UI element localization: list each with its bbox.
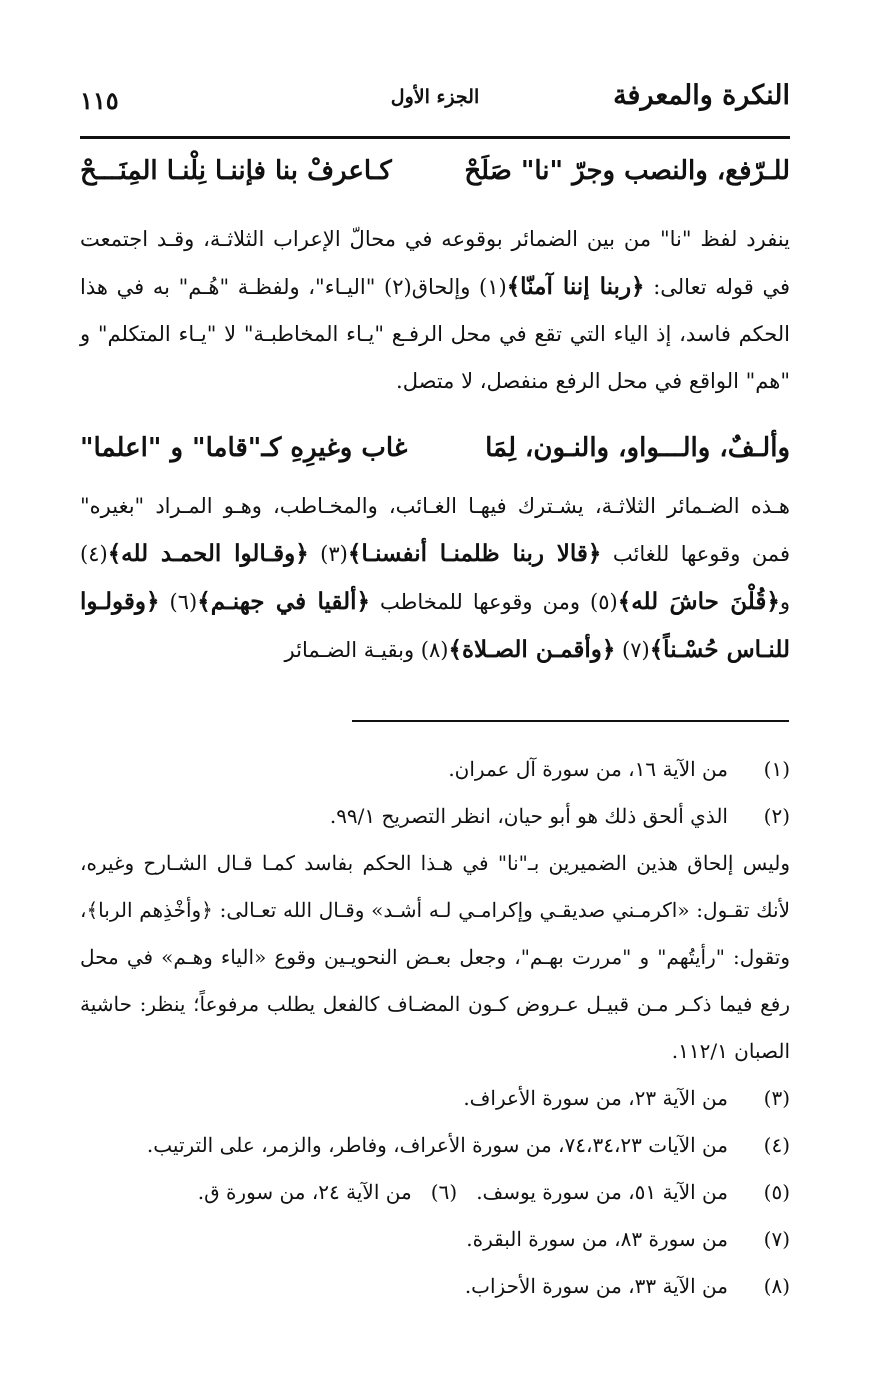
footnote-2 (80, 793, 790, 840)
verse-line-1 (80, 156, 790, 202)
quran-quote: ﴿وقولـوا للنـاس حُسْـناً﴾ (80, 588, 790, 663)
footnote-number: (٧) (763, 1227, 790, 1251)
footnote-8 (80, 1263, 790, 1310)
chapter-title: النكرة والمعرفة (613, 80, 790, 111)
footnote-text: من الآية ٢٣، من سورة الأعراف. (463, 1086, 728, 1110)
footnote-number: (٥) (763, 1180, 790, 1204)
para1-text: ينفرد لفظ "نا" من بين الضمائر بوقوعه في محالّ الإعراب الثلاثـة، وقـد اجتمعت في قوله تعالى: (80, 227, 790, 299)
footnote-text: من الآية ٥١، من سورة يوسف. (٦) من الآية ٢٤، من سورة ق. (197, 1180, 728, 1204)
para2-text: (٧) (615, 638, 650, 662)
para2-text: هـذه الضـمائر الثلاثـة، يشـترك فيهـا الغـائب، والمخـاطب، وهـو المـراد "بغيره" فمن وقوعها للغائب (80, 494, 790, 566)
verse-1-left: كـاعرفْ بنا فإننـا نِلْنـا المِنَـــحْ (80, 156, 392, 186)
quran-quote: ﴿ألقيا في جهنـم﴾ (197, 588, 370, 615)
footnote-text: من الآيات ٧٤،٣٤،٢٣، من سورة الأعراف، وفاطر، والزمر، على الترتيب. (146, 1133, 728, 1157)
para2-text: (٤) و (80, 542, 791, 614)
paragraph-1 (80, 216, 790, 405)
verse-1-right: للـرّفع، والنصب وجرّ "نا" صَلَحْ (464, 156, 790, 186)
footnote-text: من الآية ١٦، من سورة آل عمران. (448, 757, 728, 781)
footnote-text: من الآية ٣٣، من سورة الأحزاب. (464, 1274, 728, 1298)
quran-quote: ﴿قالا ربنا ظلمنـا أنفسنـا﴾ (347, 540, 602, 567)
footnote-2-continuation: وليس إلحاق هذين الضميرين بـ"نا" في هـذا الحكم بفاسد كمـا قـال الشـارح وغيره، لأنك تقـول: «اكرمـني صديقـي وإكرامـي لـه أشـد» وقـال الله تعـالى: ﴿وأخْذِهم الربا﴾، وتقول: "رأيتُهم" و "مررت بهـم"، وجعل بعـض النحويـين وقوع «الياء وهـم» في محل رفع فيما ذكـر مـن قبيـل عـروض كـون المضـاف كالفعل يطلب مرفوعاً؛ ينظر: حاشية الصبان ١١٢/١. (80, 851, 790, 1063)
footnote-5 (80, 1169, 790, 1216)
page-number: ١١٥ (80, 86, 119, 115)
para2-text: (٦) (159, 590, 198, 614)
para2-text: (٨) وبقيـة الضـمائر (284, 638, 449, 662)
footnote-1 (80, 746, 790, 793)
footnote-text: من سورة ٨٣، من سورة البقرة. (466, 1227, 728, 1251)
footnote-number: (١) (763, 757, 790, 781)
footnotes (80, 746, 790, 1310)
footnote-3 (80, 1075, 790, 1122)
footnote-4 (80, 1122, 790, 1169)
footnote-7 (80, 1216, 790, 1263)
footnote-separator (352, 720, 789, 722)
quran-quote: ﴿ربنا إننا آمنّا﴾ (506, 273, 645, 300)
para2-text: (٣) (308, 542, 348, 566)
paragraph-2 (80, 483, 790, 674)
footnote-number: (٣) (763, 1086, 790, 1110)
verse-line-2 (80, 433, 790, 479)
footnote-number: (٤) (763, 1133, 790, 1157)
quran-quote: ﴿قُلْنَ حاشَ لله﴾ (617, 588, 780, 615)
quran-quote: ﴿وأقمـن الصـلاة﴾ (448, 636, 616, 663)
verse-2-left: غاب وغيرِهِ كـ"قاما" و "اعلما" (80, 433, 408, 463)
para1-text: (١) وإلحاق(٢) "اليـاء"، ولفظـة "هُـم" به في هذا الحكم فاسد، إذ الياء التي تقع في محل الرفـع "يـاء المخاطبـة" لا "يـاء المتكلم" و "هم" الواقع في محل الرفع منفصل، لا متصل. (80, 275, 790, 393)
header-rule (80, 136, 790, 139)
footnote-text: الذي ألحق ذلك هو أبو حيان، انظر التصريح ٩٩/١. (329, 804, 728, 828)
quran-quote: ﴿وقـالوا الحمـد لله﴾ (107, 540, 309, 567)
footnote-number: (٨) (763, 1274, 790, 1298)
para2-text: (٥) ومن وقوعها للمخاطب (369, 590, 618, 614)
part-label: الجزء الأول (390, 86, 480, 108)
footnote-number: (٢) (763, 804, 790, 828)
verse-2-right: وألـفٌ، والـــواو، والنـون، لِمَا (485, 433, 790, 463)
page-header (80, 74, 790, 126)
